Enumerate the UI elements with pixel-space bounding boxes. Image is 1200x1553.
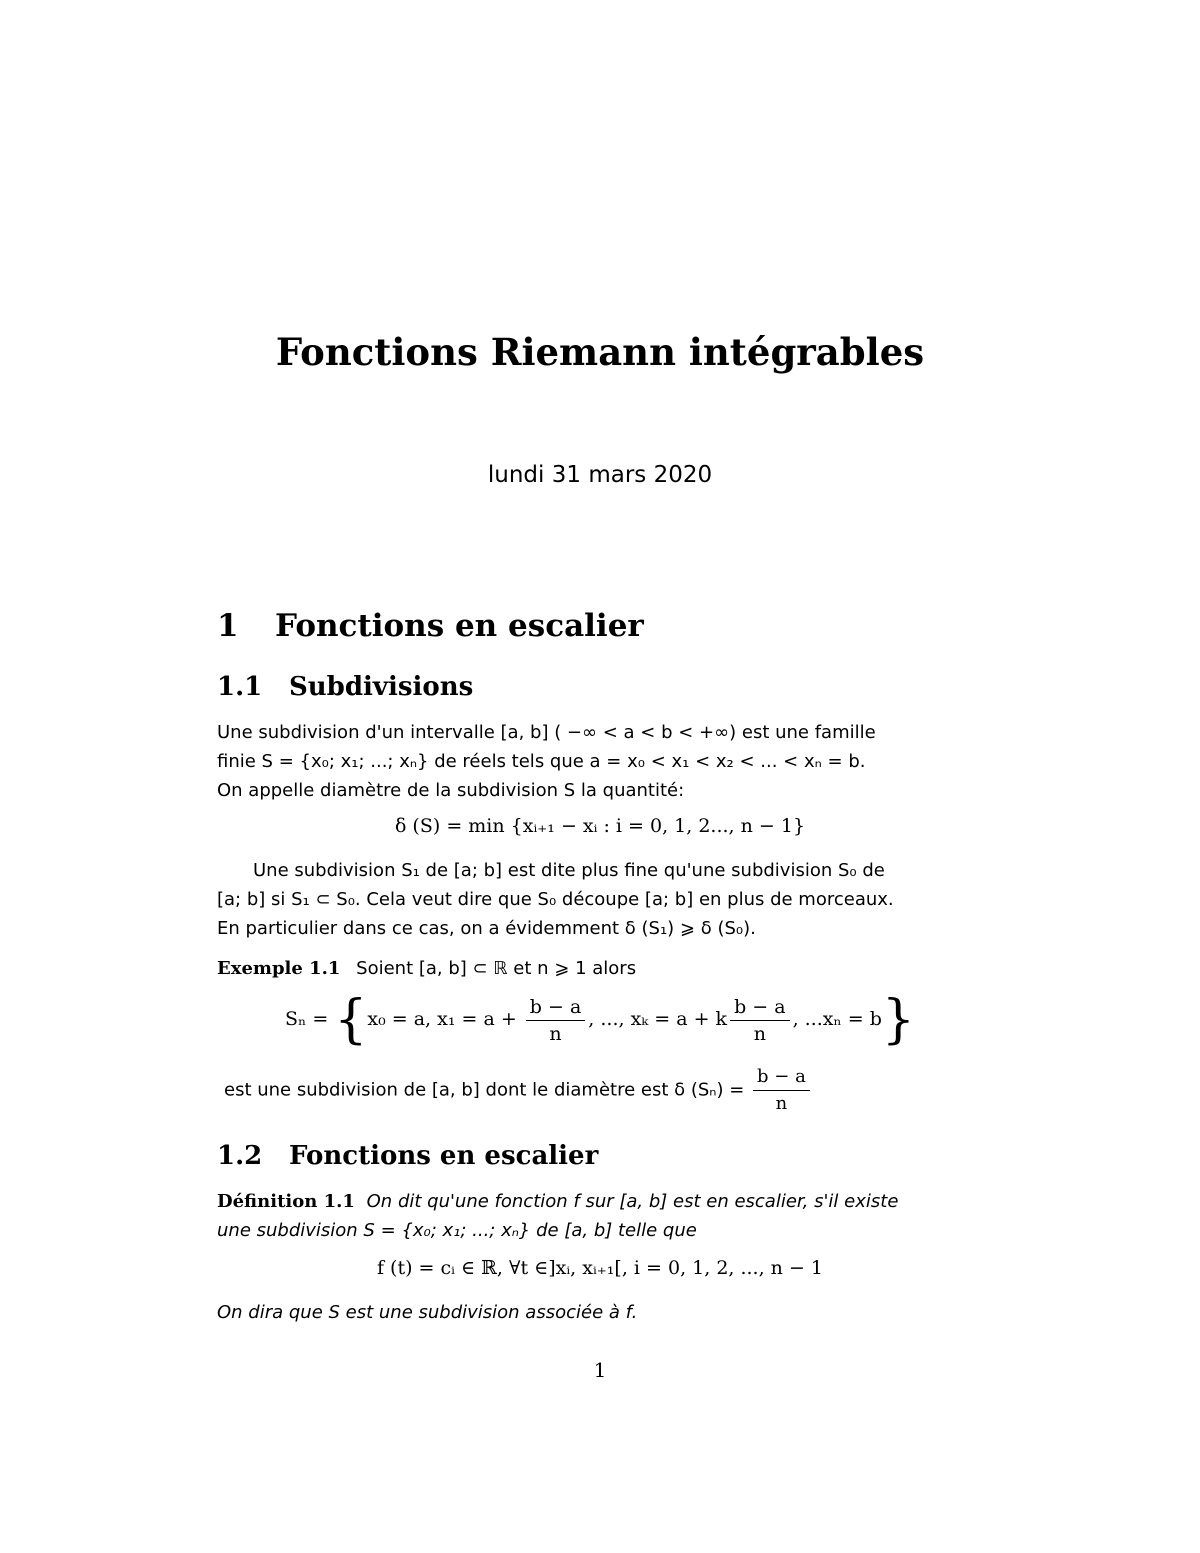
eq-sn-part1: x₀ = a, x₁ = a + (367, 1008, 517, 1030)
subsection-number: 1.1 (217, 672, 263, 702)
fraction (753, 1064, 810, 1117)
definition-label: Définition 1.1 (217, 1191, 355, 1212)
section-title: Fonctions en escalier (275, 608, 644, 644)
text-line: finie S = {x₀; x₁; ...; xₙ} de réels tels que a = x₀ < x₁ < x₂ < ... < xₙ = b. (217, 751, 866, 772)
definition-conclusion: On dira que S est une subdivision associée à f. (217, 1302, 638, 1323)
document-title: Fonctions Riemann intégrables (275, 330, 925, 374)
page-number: 1 (593, 1358, 607, 1382)
text-line: Une subdivision d'un intervalle [a, b] ( −∞ < a < b < +∞) est une famille (217, 722, 876, 743)
subsection-heading-1-2 (217, 1141, 598, 1171)
subsection-heading-1-1 (217, 672, 473, 702)
eq-sn-part2: , ..., xₖ = a + k (588, 1008, 728, 1030)
fraction (526, 994, 586, 1047)
section-number: 1 (217, 608, 239, 644)
fraction-denominator: n (753, 1022, 766, 1045)
text-line: Une subdivision S₁ de [a; b] est dite plus fine qu'une subdivision S₀ de (253, 860, 885, 881)
example-label: Exemple 1.1 (217, 958, 341, 979)
definition-block (217, 1187, 983, 1245)
text-line: On appelle diamètre de la subdivision S la quantité: (217, 780, 685, 801)
text-line: En particulier dans ce cas, on a évidemment δ (S₁) ⩾ δ (S₀). (217, 918, 756, 939)
fraction (730, 994, 790, 1047)
subsection-title: Fonctions en escalier (289, 1141, 599, 1171)
section-heading-1 (217, 608, 644, 644)
equation-diameter: δ (S) = min {xᵢ₊₁ − xᵢ : i = 0, 1, 2..., n − 1} (394, 815, 806, 837)
left-brace-symbol: { (334, 990, 368, 1050)
definition-text: On dit qu'une fonction f sur [a, b] est en escalier, s'il existe (366, 1191, 899, 1212)
paragraph-finer-subdivision (217, 856, 983, 943)
eq-sn-part3: , ...xₙ = b (792, 1008, 882, 1030)
equation-step-function: f (t) = cᵢ ∈ ℝ, ∀t ∈]xᵢ, xᵢ₊₁[, i = 0, 1, 2, ..., n − 1 (376, 1257, 824, 1279)
fraction-denominator: n (775, 1093, 788, 1114)
example-statement (217, 954, 983, 983)
fraction-denominator: n (549, 1022, 562, 1045)
example-conclusion (224, 1064, 990, 1117)
document-date: lundi 31 mars 2020 (487, 462, 713, 488)
paragraph-subdivision-definition (217, 718, 983, 805)
text-line: [a; b] si S₁ ⊂ S₀. Cela veut dire que S₀ découpe [a; b] en plus de morceaux. (217, 889, 894, 910)
definition-text: une subdivision S = {x₀; x₁; ...; xₙ} de [a, b] telle que (217, 1220, 697, 1241)
fraction-numerator: b − a (526, 994, 586, 1021)
subsection-title: Subdivisions (289, 672, 474, 702)
eq-sn-left: Sₙ = (285, 1008, 329, 1030)
equation-sn (217, 990, 983, 1050)
fraction-numerator: b − a (730, 994, 790, 1021)
example-text: Soient [a, b] ⊂ ℝ et n ⩾ 1 alors (356, 958, 637, 979)
subsection-number: 1.2 (217, 1141, 263, 1171)
example-conclusion-text: est une subdivision de [a, b] dont le diamètre est δ (Sₙ) = (224, 1079, 745, 1101)
fraction-numerator: b − a (753, 1064, 810, 1091)
right-brace-symbol: } (881, 990, 915, 1050)
